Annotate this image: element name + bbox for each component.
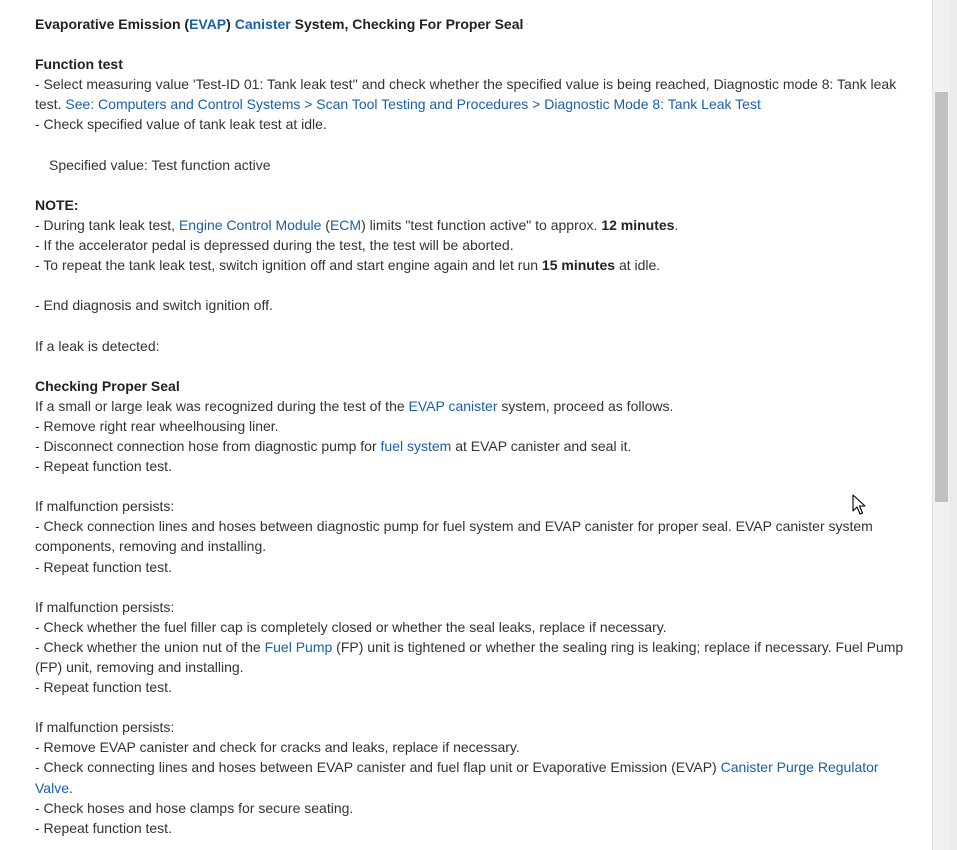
note-bold-text: 12 minutes: [601, 216, 675, 233]
step-text: - Check connecting lines and hoses between EVAP canister and fuel flap unit or Evaporative Emission (EVAP): [35, 759, 721, 776]
proper-seal-step-2: [35, 436, 920, 456]
note-text: .: [674, 216, 679, 233]
heading-text: NOTE:: [35, 196, 79, 213]
proper-seal-heading: [35, 376, 920, 396]
step-text: (FP) unit is tightened or whether the sealing ring is leaking; replace if necessary. Fuel Pump (FP) unit, removing and installing.: [35, 638, 904, 675]
malfunction-1-heading: If malfunction persists:: [35, 498, 175, 515]
title-text: System, Checking For Proper Seal: [290, 16, 524, 32]
spacer: [35, 476, 920, 496]
canister-link[interactable]: Canister: [234, 16, 291, 32]
leak-detected-text: If a leak is detected:: [35, 337, 160, 354]
malfunction-2-heading: If malfunction persists:: [35, 598, 175, 615]
note-heading: [35, 195, 920, 215]
spacer: [35, 315, 920, 335]
proper-seal-step-3: - Repeat function test.: [35, 458, 172, 475]
intro-text: system, proceed as follows.: [497, 397, 674, 414]
note-item-1: [35, 215, 920, 235]
note-text: (: [321, 216, 330, 233]
specified-value: [35, 155, 920, 175]
note-bold-text: 15 minutes: [541, 257, 616, 274]
proper-seal-step-1: - Remove right rear wheelhousing liner.: [35, 417, 279, 434]
malfunction-3-heading: If malfunction persists:: [35, 719, 175, 736]
malfunction-2-step-3: - Repeat function test.: [35, 679, 172, 696]
evap-canister-link[interactable]: EVAP canister: [408, 397, 498, 414]
title-text: ): [226, 16, 235, 32]
heading-text: Checking Proper Seal: [35, 377, 180, 394]
fuel-system-link[interactable]: fuel system: [380, 437, 452, 454]
malfunction-2-step-1: - Check whether the fuel filler cap is completely closed or whether the seal leaks, replace if necessary.: [35, 618, 667, 635]
spacer: [35, 275, 920, 295]
title-text: Evaporative Emission (: [35, 16, 190, 32]
malfunction-1-step-2: - Repeat function test.: [35, 558, 172, 575]
malfunction-1-step-1: - Check connection lines and hoses between diagnostic pump for fuel system and EVAP canister for proper seal. EVAP canister system components, removing and installing.: [35, 518, 873, 555]
mouse-pointer-icon: [852, 494, 866, 516]
heading-text: Function test: [35, 56, 123, 73]
window-edge: [949, 0, 957, 850]
evap-link[interactable]: EVAP: [189, 16, 227, 32]
step-text: - Disconnect connection hose from diagnostic pump for: [35, 437, 381, 454]
note-text: at idle.: [615, 257, 661, 274]
note-text: - To repeat the tank leak test, switch ignition off and start engine again and let run: [35, 257, 542, 274]
spacer: [35, 135, 920, 155]
spacer: [35, 34, 920, 54]
note-item-2: - If the accelerator pedal is depressed during the test, the test will be aborted.: [35, 237, 514, 254]
step-text: .: [68, 779, 73, 796]
diagnostic-mode-8-link[interactable]: See: Computers and Control Systems > Scan Tool Testing and Procedures > Diagnostic Mode 8: Tank Leak Test: [65, 96, 761, 113]
malfunction-3-step-4: - Repeat function test.: [35, 819, 172, 836]
canister-purge-regulator-valve-link[interactable]: Canister Purge Regulator Valve: [35, 759, 879, 796]
spacer: [35, 356, 920, 376]
step-text: at EVAP canister and seal it.: [451, 437, 632, 454]
proper-seal-intro: [35, 396, 920, 416]
function-test-step-2: - Check specified value of tank leak test at idle.: [35, 116, 327, 133]
malfunction-3-step-1: - Remove EVAP canister and check for cracks and leaks, replace if necessary.: [35, 739, 520, 756]
scrollbar-thumb[interactable]: [935, 92, 948, 502]
spacer: [35, 175, 920, 195]
malfunction-2-step-2: [35, 637, 920, 677]
function-test-heading: [35, 54, 920, 74]
page-title: [35, 14, 920, 34]
step-text: - Select measuring value 'Test-ID 01: Tank leak test'' and check whether the specified value is being reached, Diagnostic mode 8: Tank leak test.: [35, 76, 897, 113]
spacer: [35, 697, 920, 717]
engine-control-module-link[interactable]: Engine Control Module: [178, 216, 322, 233]
vertical-scrollbar[interactable]: [932, 0, 950, 850]
document-content: [35, 14, 920, 838]
spacer: [35, 577, 920, 597]
end-diagnosis-step: - End diagnosis and switch ignition off.: [35, 297, 273, 314]
function-test-step-1: [35, 74, 920, 114]
note-text: ) limits "test function active" to approx.: [361, 216, 602, 233]
note-item-3: [35, 255, 920, 275]
malfunction-3-step-3: - Check hoses and hose clamps for secure seating.: [35, 799, 354, 816]
note-text: - During tank leak test,: [35, 216, 179, 233]
step-text: - Check whether the union nut of the: [35, 638, 265, 655]
specified-value-text: Specified value: Test function active: [49, 156, 271, 173]
malfunction-3-step-2: [35, 757, 920, 797]
ecm-link[interactable]: ECM: [329, 216, 362, 233]
fuel-pump-link[interactable]: Fuel Pump: [264, 638, 333, 655]
intro-text: If a small or large leak was recognized during the test of the: [35, 397, 409, 414]
